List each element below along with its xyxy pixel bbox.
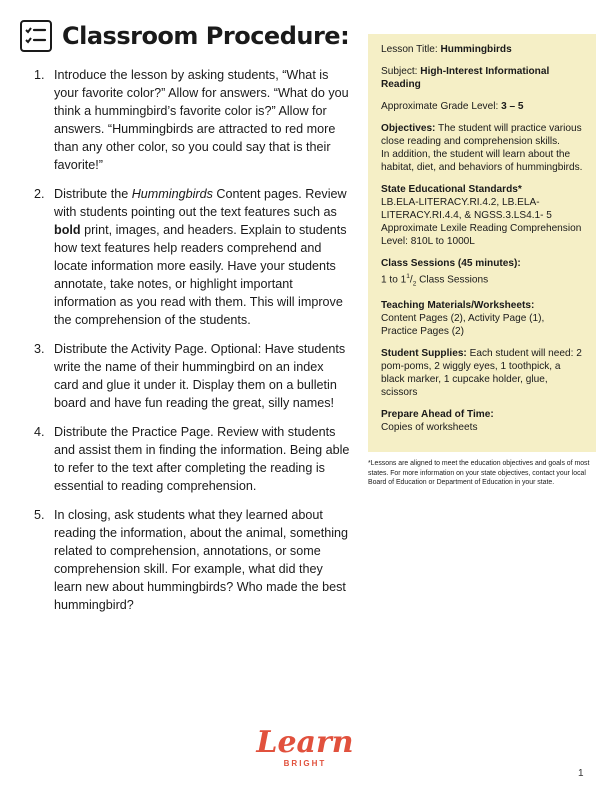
- lesson-title: [381, 43, 583, 56]
- step-text-bold: bold: [54, 223, 81, 237]
- sessions-fraction-num: 1: [406, 273, 410, 280]
- step-text: print, images, and headers. Explain to students how text features help readers comprehend and locate information more easily. Have your students annotate, take notes, or highlight important information as you read with them. This will improve the comprehension of the students.: [54, 223, 347, 327]
- procedure-list: [20, 66, 350, 625]
- student-supplies: [381, 347, 583, 399]
- materials-label: Teaching Materials/Worksheets:: [381, 300, 535, 312]
- step-text: Introduce the lesson by asking students, “What is your favorite color?” Allow for answers. “What do you think a hummingbird’s favorite color is?” Allow for answers. “Hummingbirds are attracted to red more than any other color, so you could say that is their favorite!”: [54, 68, 349, 172]
- lesson-title-label: Lesson Title:: [381, 44, 441, 55]
- lesson-title-value: Hummingbirds: [440, 44, 512, 55]
- step-number: 5.: [34, 508, 45, 522]
- step-text: Distribute the Practice Page. Review with students and assist them in finding the information. Being able to refer to the text after completing the reading is essential to reading comprehension.: [54, 425, 350, 493]
- supplies-label: Student Supplies:: [381, 348, 467, 360]
- grade-label: Approximate Grade Level:: [381, 101, 502, 112]
- procedure-step: [20, 423, 350, 495]
- step-number: 4.: [34, 425, 45, 439]
- sessions-text: 1 to 1: [381, 274, 407, 286]
- page-title: Classroom Procedure:: [62, 22, 350, 50]
- learn-bright-logo: [255, 725, 355, 768]
- sessions-label: Class Sessions (45 minutes):: [381, 258, 521, 269]
- sessions-text: Class Sessions: [416, 274, 489, 286]
- step-text: Content pages. Review with students pointing out the text features such as: [54, 187, 347, 219]
- supplies-text: Each student will need: 2 pom-poms, 2 wiggly eyes, 1 toothpick, a black marker, 1 cupcake holder, glue, scissors: [381, 348, 582, 399]
- standards-label: State Educational Standards*: [381, 184, 522, 195]
- step-number: 1.: [34, 68, 45, 82]
- logo-subtitle: BRIGHT: [283, 759, 327, 768]
- procedure-step: [20, 66, 350, 174]
- sessions-fraction-den: 2: [412, 280, 417, 288]
- step-text: In closing, ask students what they learned about reading the information, about the animal, something related to comprehension, annotations, or some comprehension skill. For example, what did they learn new about hummingbirds? Who made the best hummingbird?: [54, 508, 349, 612]
- lexile-text: Approximate Lexile Reading Comprehension Level: 810L to 1000L: [381, 223, 582, 247]
- step-number: 3.: [34, 342, 45, 356]
- page-header: [20, 20, 349, 52]
- step-text: Distribute the Activity Page. Optional: Have students write the name of their hummingbird on an index card and glue it under it. Display them on a bulletin board and have fun reading the great, silly names!: [54, 342, 346, 410]
- checklist-icon: [20, 20, 52, 52]
- lesson-info-sidebar: [368, 34, 596, 452]
- objectives-label: Objectives:: [381, 123, 436, 134]
- page-number: 1: [578, 768, 584, 779]
- prepare-text: Copies of worksheets: [381, 422, 478, 434]
- objectives-text: The student will practice various close reading and comprehension skills.: [381, 123, 582, 147]
- grade-level: [381, 100, 583, 113]
- subject-label: Subject:: [381, 66, 421, 77]
- sessions-fraction-slash: /: [409, 274, 413, 286]
- standards-footnote: *Lessons are aligned to meet the education objectives and goals of most states. For more information on your state objectives, contact your local Board of Education or Department of Education in your state.: [368, 460, 590, 487]
- procedure-step: [20, 185, 350, 329]
- materials-text: Content Pages (2), Activity Page (1),: [381, 313, 545, 325]
- materials: [381, 299, 583, 338]
- logo-word: Learn: [256, 725, 354, 760]
- objectives-text-2: In addition, the student will learn about the habitat, diet, and behaviors of hummingbirds.: [381, 149, 583, 173]
- class-sessions: [381, 257, 583, 290]
- subject-value: High-Interest Informational Reading: [381, 66, 550, 90]
- prepare-label: Prepare Ahead of Time:: [381, 409, 494, 421]
- step-number: 2.: [34, 187, 45, 201]
- prepare-ahead: [381, 408, 583, 434]
- objectives: [381, 122, 583, 174]
- subject: [381, 65, 583, 91]
- grade-value: 3 – 5: [501, 101, 524, 112]
- standards: [381, 183, 583, 248]
- procedure-step: [20, 340, 350, 412]
- step-text-italic: Hummingbirds: [131, 187, 213, 201]
- step-text: Distribute the: [54, 187, 132, 201]
- procedure-step: [20, 506, 350, 614]
- standards-text: LB.ELA-LITERACY.RI.4.2, LB.ELA-LITERACY.RI.4.4, & NGSS.3.LS4.1- 5: [381, 197, 552, 221]
- materials-text: Practice Pages (2): [381, 326, 465, 338]
